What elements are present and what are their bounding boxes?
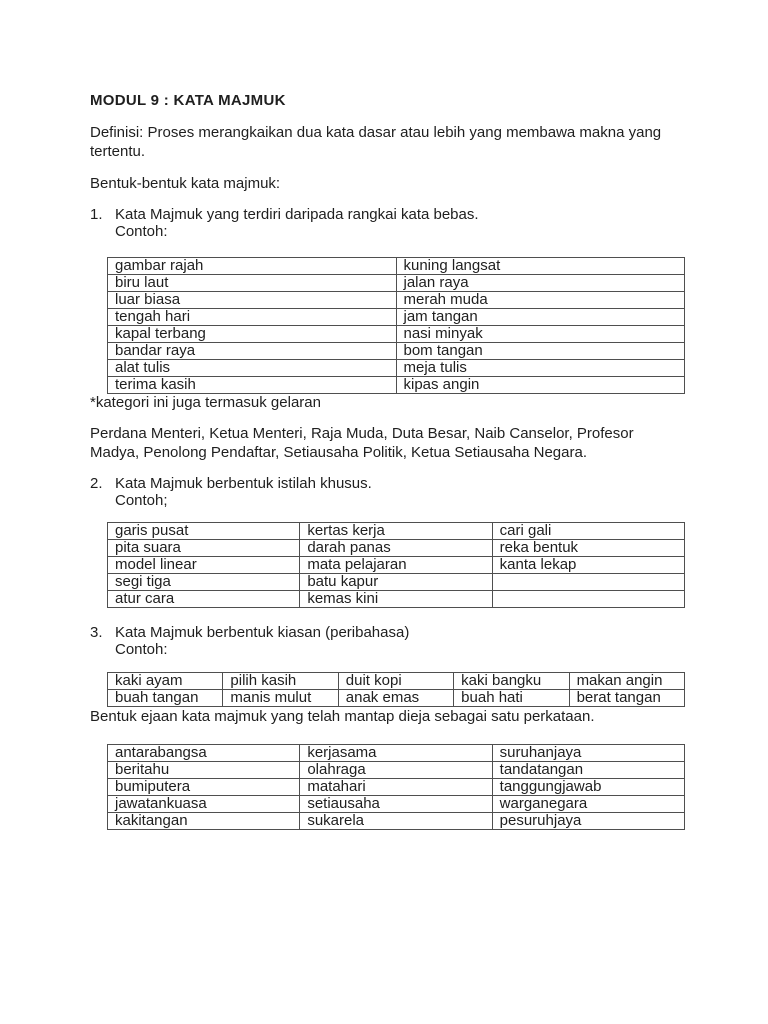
table-cell: beritahu (108, 762, 300, 779)
gelaran-note: *kategori ini juga termasuk gelaran (90, 394, 321, 411)
table-cell: setiausaha (300, 796, 492, 813)
table-row (108, 591, 685, 608)
table-cell: merah muda (396, 292, 685, 309)
table-cell: sukarela (300, 813, 492, 830)
list-item-2-number: 2. (90, 475, 103, 492)
table-cell (492, 574, 684, 591)
table-kiasan-peribahasa (107, 672, 685, 707)
table-cell: mata pelajaran (300, 557, 492, 574)
table-cell: kipas angin (396, 377, 685, 394)
definition-paragraph: Definisi: Proses merangkaikan dua kata dasar atau lebih yang membawa makna yang tertentu. (90, 124, 662, 160)
table-cell: kapal terbang (108, 326, 397, 343)
table-ejaan-mantap (107, 744, 685, 830)
table-cell: tengah hari (108, 309, 397, 326)
table-cell: makan angin (569, 673, 684, 690)
table-cell: jam tangan (396, 309, 685, 326)
table-cell: model linear (108, 557, 300, 574)
table-cell: tandatangan (492, 762, 684, 779)
table-cell: biru laut (108, 275, 397, 292)
table-cell: antarabangsa (108, 745, 300, 762)
table-row (108, 292, 685, 309)
table-cell: anak emas (338, 690, 453, 707)
list-item-3 (90, 624, 688, 658)
table-row (108, 745, 685, 762)
table-cell (492, 591, 684, 608)
table-cell: kemas kini (300, 591, 492, 608)
table-row (108, 574, 685, 591)
table-row (108, 258, 685, 275)
table-cell: reka bentuk (492, 540, 684, 557)
table-cell: atur cara (108, 591, 300, 608)
table-row (108, 779, 685, 796)
list-item-3-number: 3. (90, 624, 103, 641)
list-item-1 (90, 206, 688, 240)
table-cell: matahari (300, 779, 492, 796)
table-cell: duit kopi (338, 673, 453, 690)
table-row (108, 796, 685, 813)
table-row (108, 343, 685, 360)
list-item-2-label: Kata Majmuk berbentuk istilah khusus. (115, 475, 372, 492)
table-cell: pilih kasih (223, 673, 338, 690)
table-cell: berat tangan (569, 690, 684, 707)
table-istilah-khusus (107, 522, 685, 608)
list-item-2-contoh: Contoh; (115, 492, 168, 509)
table-cell: darah panas (300, 540, 492, 557)
table-cell: tanggungjawab (492, 779, 684, 796)
table-cell: segi tiga (108, 574, 300, 591)
table-row (108, 377, 685, 394)
table-row (108, 690, 685, 707)
table-cell: kaki bangku (454, 673, 569, 690)
list-item-1-number: 1. (90, 206, 103, 223)
list-item-3-contoh: Contoh: (115, 641, 168, 658)
page-title: MODUL 9 : KATA MAJMUK (90, 92, 286, 109)
table-cell: gambar rajah (108, 258, 397, 275)
table-row (108, 275, 685, 292)
table-cell: pesuruhjaya (492, 813, 684, 830)
list-item-1-text (115, 206, 665, 240)
table-row (108, 523, 685, 540)
table-cell: kakitangan (108, 813, 300, 830)
table-cell: luar biasa (108, 292, 397, 309)
table-row (108, 360, 685, 377)
table-cell: kaki ayam (108, 673, 223, 690)
table-cell: buah hati (454, 690, 569, 707)
mantap-heading: Bentuk ejaan kata majmuk yang telah mantap dieja sebagai satu perkataan. (90, 708, 595, 725)
table-cell: terima kasih (108, 377, 397, 394)
list-item-3-label: Kata Majmuk berbentuk kiasan (peribahasa) (115, 624, 410, 641)
table-row (108, 326, 685, 343)
table-row (108, 813, 685, 830)
table-cell: kuning langsat (396, 258, 685, 275)
table-row (108, 557, 685, 574)
table-cell: buah tangan (108, 690, 223, 707)
table-cell: bumiputera (108, 779, 300, 796)
table-cell: olahraga (300, 762, 492, 779)
gelaran-list-paragraph: Perdana Menteri, Ketua Menteri, Raja Muda, Duta Besar, Naib Canselor, Profesor Madya, Penolong Pendaftar, Setiausaha Politik, Ketua Setiausaha Negara. (90, 425, 634, 461)
table-rangkai-kata-bebas (107, 257, 685, 394)
table-cell: cari gali (492, 523, 684, 540)
forms-heading: Bentuk-bentuk kata majmuk: (90, 175, 281, 192)
table-cell: garis pusat (108, 523, 300, 540)
table-cell: suruhanjaya (492, 745, 684, 762)
table-cell: bom tangan (396, 343, 685, 360)
table-row (108, 540, 685, 557)
table-cell: batu kapur (300, 574, 492, 591)
table-cell: warganegara (492, 796, 684, 813)
table-cell: nasi minyak (396, 326, 685, 343)
list-item-3-text (115, 624, 665, 658)
table-cell: bandar raya (108, 343, 397, 360)
table-row (108, 762, 685, 779)
table-cell: kertas kerja (300, 523, 492, 540)
list-item-2 (90, 475, 688, 509)
table-cell: kanta lekap (492, 557, 684, 574)
table-cell: kerjasama (300, 745, 492, 762)
list-item-2-text (115, 475, 665, 509)
table-cell: jawatankuasa (108, 796, 300, 813)
table-row (108, 309, 685, 326)
table-cell: jalan raya (396, 275, 685, 292)
table-cell: manis mulut (223, 690, 338, 707)
list-item-1-label: Kata Majmuk yang terdiri daripada rangkai kata bebas. (115, 206, 479, 223)
table-cell: meja tulis (396, 360, 685, 377)
list-item-1-contoh: Contoh: (115, 223, 168, 240)
table-cell: pita suara (108, 540, 300, 557)
table-cell: alat tulis (108, 360, 397, 377)
table-row (108, 673, 685, 690)
